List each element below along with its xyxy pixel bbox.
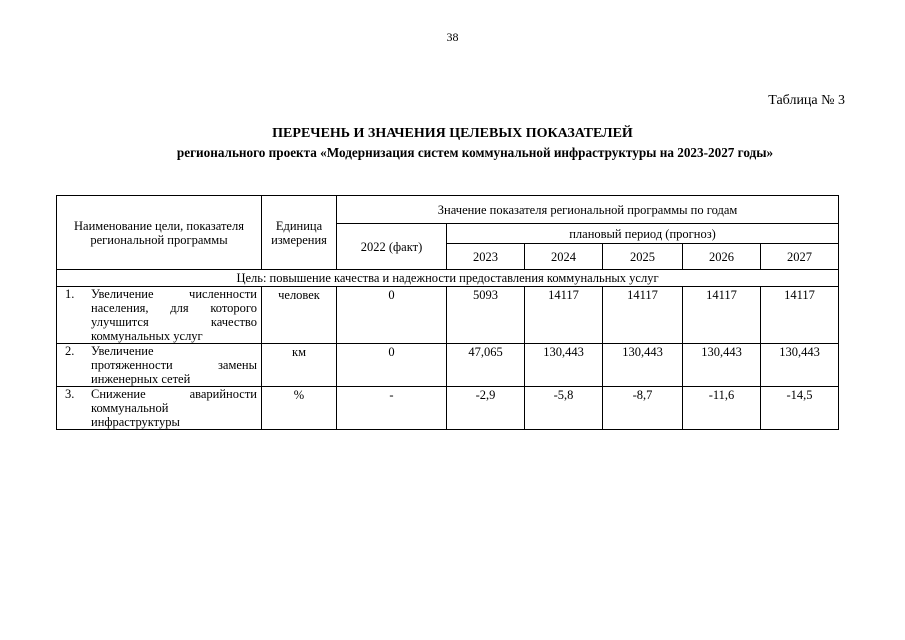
value-cell: -5,8 [525,387,603,430]
value-cell: 47,065 [447,344,525,387]
row-number: 2. [65,344,75,358]
value-cell: -2,9 [447,387,525,430]
table-row [57,287,839,344]
page-number: 38 [446,30,459,44]
indicator-name-cell [57,387,262,430]
indicator-name-line: коммунальных услуг [91,329,203,343]
indicator-name-line: Снижение аварийности [91,387,257,401]
value-cell: -11,6 [683,387,761,430]
indicator-name-line: протяженности замены [91,358,257,372]
row-number: 1. [65,287,75,301]
value-cell: 130,443 [525,344,603,387]
fact-cell: 0 [337,287,447,344]
indicator-name-line: улучшится качество [91,315,257,329]
value-cell: 130,443 [761,344,839,387]
goal-row [57,270,839,287]
value-cell: 14117 [683,287,761,344]
indicator-name-line: инфраструктуры [91,415,180,429]
indicator-name-cell [57,287,262,344]
header-name-text: Наименование цели, показателя региональной программы [74,218,244,247]
table-label: Таблица № 3 [768,93,845,108]
header-plan-text: плановый период (прогноз) [569,226,716,241]
indicator-name-line: инженерных сетей [91,372,191,386]
header-plan [447,224,839,244]
table-row [57,344,839,387]
value-cell: -14,5 [761,387,839,430]
value-cell: -8,7 [603,387,683,430]
value-cell: 5093 [447,287,525,344]
header-values [337,196,839,224]
indicator-name-line: коммунальной [91,401,169,415]
header-fact [337,224,447,270]
indicators-table [56,195,839,430]
indicator-name-line: Увеличение [91,344,154,358]
fact-cell: - [337,387,447,430]
header-year: 2026 [683,244,761,270]
header-year: 2027 [761,244,839,270]
header-unit [262,196,337,270]
indicator-name-cell [57,344,262,387]
header-name [57,196,262,270]
unit-cell: человек [262,287,337,344]
value-cell: 14117 [603,287,683,344]
row-number: 3. [65,387,75,401]
header-fact-text: 2022 (факт) [360,239,423,254]
value-cell: 14117 [525,287,603,344]
unit-cell: км [262,344,337,387]
header-unit-text: Единица измерения [271,218,327,247]
value-cell: 130,443 [683,344,761,387]
header-year: 2025 [603,244,683,270]
unit-cell: % [262,387,337,430]
document-subtitle: регионального проекта «Модернизация систем коммунальной инфраструктуры на 2023-2027 годы» [176,145,774,160]
indicator-name-line: населения, для которого [91,301,257,315]
value-cell: 130,443 [603,344,683,387]
header-values-text: Значение показателя региональной программы по годам [437,202,738,217]
header-year: 2024 [525,244,603,270]
value-cell: 14117 [761,287,839,344]
table-row [57,387,839,430]
goal-text: Цель: повышение качества и надежности предоставления коммунальных услуг [236,271,659,285]
indicator-name-line: Увеличение численности [91,287,257,301]
header-year: 2023 [447,244,525,270]
fact-cell: 0 [337,344,447,387]
document-title: ПЕРЕЧЕНЬ И ЗНАЧЕНИЯ ЦЕЛЕВЫХ ПОКАЗАТЕЛЕЙ [272,126,633,141]
